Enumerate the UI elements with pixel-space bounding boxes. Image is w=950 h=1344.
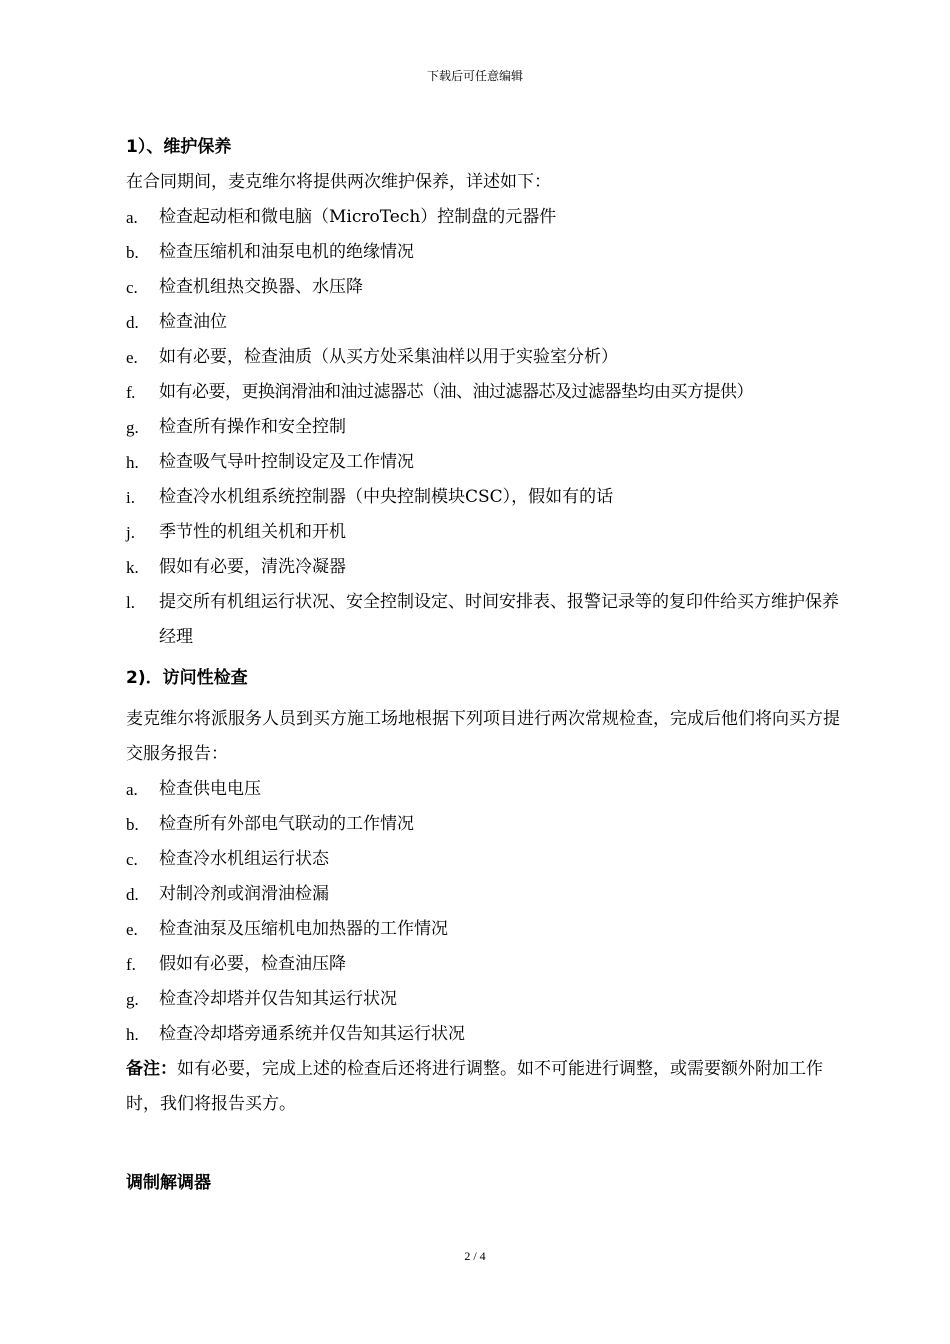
list-item-text: 检查油泵及压缩机电加热器的工作情况: [159, 919, 448, 939]
list-item-text: 检查冷水机组系统控制器（中央控制模块CSC），假如有的话: [159, 487, 614, 507]
list-item-text: 检查冷却塔旁通系统并仅告知其运行状况: [159, 1024, 465, 1044]
list-item-text: 检查机组热交换器、水压降: [159, 277, 363, 297]
list-item: [126, 807, 842, 842]
list-marker: f.: [126, 955, 136, 974]
list-item-text: 检查油位: [159, 312, 227, 332]
list-item: [126, 842, 842, 877]
list-item: [126, 270, 842, 305]
section2-note: [126, 1052, 842, 1122]
list-item-text: 检查吸气导叶控制设定及工作情况: [159, 452, 414, 472]
list-item-text: 检查压缩机和油泵电机的绝缘情况: [159, 242, 414, 262]
list-item: [126, 947, 842, 982]
list-marker: e.: [126, 348, 138, 367]
list-item: [126, 982, 842, 1017]
list-marker: j.: [126, 523, 135, 542]
list-item: [126, 550, 842, 585]
list-item-text: 如有必要，检查油质（从买方处采集油样以用于实验室分析）: [159, 347, 618, 367]
section1-title: 1）、维护保养: [126, 137, 232, 157]
list-marker: e.: [126, 920, 138, 939]
section1-list: [126, 200, 842, 655]
list-item: [126, 305, 842, 340]
list-marker: c.: [126, 278, 138, 297]
list-item-text: 检查所有操作和安全控制: [159, 417, 346, 437]
list-item: [126, 1017, 842, 1052]
list-item-text: 检查所有外部电气联动的工作情况: [159, 814, 414, 834]
section2-title: 2)．访问性检查: [126, 668, 248, 688]
list-marker: c.: [126, 850, 138, 869]
list-item: [126, 912, 842, 947]
page-header: 下载后可任意编辑: [426, 69, 523, 83]
list-marker: b.: [126, 243, 139, 262]
list-marker: g.: [126, 990, 139, 1009]
list-marker: k.: [126, 558, 139, 577]
section3-title: 调制解调器: [126, 1173, 211, 1193]
note-text: 如有必要，完成上述的检查后还将进行调整。如不可能进行调整，或需要额外附加工作时，我们将报告买方。: [126, 1059, 823, 1114]
section1-intro: 在合同期间，麦克维尔将提供两次维护保养，详述如下：: [126, 172, 551, 192]
list-item: [126, 235, 842, 270]
list-marker: b.: [126, 815, 139, 834]
section2-list: [126, 772, 842, 1052]
list-item: [126, 375, 842, 410]
list-item: [126, 200, 842, 235]
list-item: [126, 445, 842, 480]
list-item: [126, 340, 842, 375]
list-item-text: 假如有必要，清洗冷凝器: [159, 557, 346, 577]
list-item-text: 检查供电电压: [159, 779, 261, 799]
note-label: 备注：: [126, 1059, 177, 1079]
list-item-text: 检查冷水机组运行状态: [159, 849, 329, 869]
list-item-text: 检查起动柜和微电脑（MicroTech）控制盘的元器件: [159, 207, 557, 227]
list-item: [126, 410, 842, 445]
list-item-text: 季节性的机组关机和开机: [159, 522, 346, 542]
list-marker: h.: [126, 1025, 139, 1044]
list-item: [126, 585, 842, 655]
list-item-text: 检查冷却塔并仅告知其运行状况: [159, 989, 397, 1009]
list-marker: d.: [126, 313, 139, 332]
list-item-text: 假如有必要，检查油压降: [159, 954, 346, 974]
list-item-text: 对制冷剂或润滑油检漏: [159, 884, 329, 904]
list-item: [126, 515, 842, 550]
list-marker: i.: [126, 488, 135, 507]
list-marker: a.: [126, 208, 138, 227]
list-marker: a.: [126, 780, 138, 799]
document-body: [126, 130, 842, 1201]
page-number: 2 / 4: [464, 1249, 486, 1263]
list-marker: h.: [126, 453, 139, 472]
list-item-text: 如有必要，更换润滑油和油过滤器芯（油、油过滤器芯及过滤器垫均由买方提供）: [159, 382, 753, 402]
list-item: [126, 877, 842, 912]
list-marker: l.: [126, 593, 135, 612]
section2-intro: 麦克维尔将派服务人员到买方施工场地根据下列项目进行两次常规检查，完成后他们将向买方提交服务报告：: [126, 709, 840, 764]
list-item-text: 提交所有机组运行状况、安全控制设定、时间安排表、报警记录等的复印件给买方维护保养经理: [159, 592, 839, 647]
list-item: [126, 772, 842, 807]
list-marker: d.: [126, 885, 139, 904]
list-marker: f.: [126, 383, 135, 402]
list-item: [126, 480, 842, 515]
list-marker: g.: [126, 418, 139, 437]
